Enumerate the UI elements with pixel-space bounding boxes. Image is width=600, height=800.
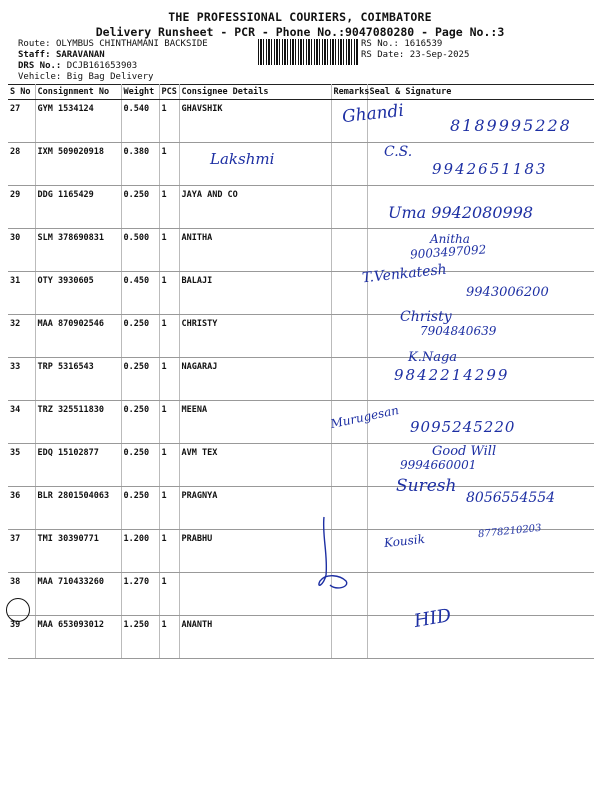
cell-sno: 36 (8, 487, 35, 530)
cell-weight: 1.270 (121, 573, 159, 616)
cell-consignment: TMI 30390771 (35, 530, 121, 573)
handwriting-sig36-c: Suresh (396, 476, 457, 496)
cell-signature (367, 616, 594, 659)
rs-no-line (361, 39, 442, 50)
cell-sno: 27 (8, 100, 35, 143)
cell-consignee: PRAGNYA (179, 487, 331, 530)
cell-consignment: OTY 3930605 (35, 272, 121, 315)
staff-line (18, 50, 105, 61)
cell-consignment: MAA 710433260 (35, 573, 121, 616)
table-row (8, 444, 594, 487)
staff-value: SARAVANAN (55, 50, 105, 60)
cell-pcs: 1 (159, 100, 179, 143)
circle-mark (6, 598, 30, 622)
route-label: Route: (18, 39, 51, 49)
cell-consignee: BALAJI (179, 272, 331, 315)
rs-no-value: 1616539 (404, 39, 443, 49)
cell-pcs: 1 (159, 358, 179, 401)
staff-label: Staff: (18, 50, 51, 60)
cell-weight: 0.250 (121, 358, 159, 401)
cell-consignee: CHRISTY (179, 315, 331, 358)
company-title: THE PROFESSIONAL COURIERS, COIMBATORE (168, 10, 432, 24)
cell-remarks (331, 186, 367, 229)
cell-pcs: 1 (159, 573, 179, 616)
route-value: OLYMBUS CHINTHAMANI BACKSIDE (55, 39, 208, 49)
handwriting-sig37-phone: 8778210203 (477, 522, 543, 541)
cell-consignment: SLM 378690831 (35, 229, 121, 272)
cell-consignment: TRZ 325511830 (35, 401, 121, 444)
handwriting-sig27-name: Ghandi (341, 100, 405, 128)
cell-pcs: 1 (159, 487, 179, 530)
cell-weight: 0.250 (121, 315, 159, 358)
cell-sno: 33 (8, 358, 35, 401)
cell-pcs: 1 (159, 315, 179, 358)
cell-remarks (331, 444, 367, 487)
handwriting-sig27-phone: 8189995228 (450, 116, 572, 135)
cell-sno: 30 (8, 229, 35, 272)
handwriting-sig33-phone: 9842214299 (394, 366, 510, 384)
cell-weight: 0.250 (121, 487, 159, 530)
cell-consignment: DDG 1165429 (35, 186, 121, 229)
col-signature: Seal & Signature (367, 85, 594, 100)
cell-consignee: JAYA AND CO (179, 186, 331, 229)
cell-weight: 0.540 (121, 100, 159, 143)
cell-remarks (331, 616, 367, 659)
cell-pcs: 1 (159, 229, 179, 272)
cell-weight: 0.250 (121, 444, 159, 487)
cell-consignment: EDQ 15102877 (35, 444, 121, 487)
handwriting-sig30-name: Anitha (430, 232, 470, 246)
drs-line (18, 61, 137, 72)
cell-sno: 37 (8, 530, 35, 573)
cell-consignment: MAA 870902546 (35, 315, 121, 358)
cell-pcs: 1 (159, 186, 179, 229)
vehicle-line (18, 72, 153, 83)
cell-weight: 0.250 (121, 401, 159, 444)
cell-remarks (331, 143, 367, 186)
cell-consignment: MAA 653093012 (35, 616, 121, 659)
cell-pcs: 1 (159, 616, 179, 659)
cell-consignment: IXM 509020918 (35, 143, 121, 186)
cell-consignee: NAGARAJ (179, 358, 331, 401)
handwriting-sig32-phone: 7904840639 (420, 324, 497, 338)
cell-pcs: 1 (159, 444, 179, 487)
route-line (18, 39, 208, 50)
cell-consignee (179, 573, 331, 616)
cell-consignee: AVM TEX (179, 444, 331, 487)
cell-sno: 39 (8, 616, 35, 659)
table-row (8, 315, 594, 358)
handwriting-sig39: HID (412, 604, 453, 633)
vehicle-value: Big Bag Delivery (66, 72, 154, 82)
signature-scribble (310, 515, 360, 593)
handwriting-sig31-phone: 9943006200 (466, 285, 549, 300)
col-consignment: Consignment No (35, 85, 121, 100)
table-row (8, 616, 594, 659)
handwriting-sig36-a: Good Will (432, 444, 497, 459)
handwriting-sig35-name: Murugesan (329, 402, 401, 432)
cell-consignee: ANANTH (179, 616, 331, 659)
col-remarks: Remarks (331, 85, 367, 100)
col-pcs: PCS (159, 85, 179, 100)
handwriting-sig31-name: T.Venkatesh (361, 261, 448, 287)
handwriting-sig35-phone: 9095245220 (410, 418, 516, 436)
col-consignee: Consignee Details (179, 85, 331, 100)
cell-remarks (331, 229, 367, 272)
cell-consignment: BLR 2801504063 (35, 487, 121, 530)
handwriting-sig28-phone: 9942651183 (432, 160, 548, 178)
cell-consignment: GYM 1534124 (35, 100, 121, 143)
cell-pcs: 1 (159, 401, 179, 444)
cell-sno: 31 (8, 272, 35, 315)
vehicle-label: Vehicle: (18, 72, 62, 82)
rs-date-value: 23-Sep-2025 (409, 50, 470, 60)
handwriting-sig28-name: Lakshmi (210, 150, 275, 168)
cell-sno: 38 (8, 573, 35, 616)
cell-sno: 29 (8, 186, 35, 229)
handwriting-sig29: Uma 9942080998 (388, 203, 534, 222)
handwriting-sig33-name: K.Naga (408, 350, 458, 365)
cell-signature (367, 573, 594, 616)
handwriting-sig30-phone: 9003497092 (409, 242, 487, 262)
runsheet-subtitle: Delivery Runsheet - PCR - Phone No.:9047080280 - Page No.:3 (95, 25, 505, 39)
rs-date-line (361, 50, 469, 61)
drs-label: DRS No.: (18, 61, 62, 71)
cell-consignee: ANITHA (179, 229, 331, 272)
handwriting-sig36-phone: 8056554554 (466, 490, 556, 506)
col-sno: S No (8, 85, 35, 100)
handwriting-sig28-sign: C.S. (384, 144, 413, 160)
cell-weight: 1.250 (121, 616, 159, 659)
cell-consignment: TRP 5316543 (35, 358, 121, 401)
cell-consignee: GHAVSHIK (179, 100, 331, 143)
cell-pcs: 1 (159, 143, 179, 186)
cell-sno: 32 (8, 315, 35, 358)
cell-consignee: MEENA (179, 401, 331, 444)
cell-consignee: PRABHU (179, 530, 331, 573)
handwriting-sig37-name: Kousik (383, 531, 426, 551)
table-header-row (8, 85, 594, 100)
rs-no-label: RS No.: (361, 39, 399, 49)
cell-sno: 35 (8, 444, 35, 487)
cell-weight: 0.500 (121, 229, 159, 272)
handwriting-sig36-b: 9994660001 (400, 458, 477, 472)
cell-sno: 34 (8, 401, 35, 444)
rs-date-label: RS Date: (361, 50, 405, 60)
cell-remarks (331, 358, 367, 401)
handwriting-sig32-name: Christy (400, 309, 452, 325)
drs-value: DCJB161653903 (66, 61, 138, 71)
cell-weight: 0.250 (121, 186, 159, 229)
cell-pcs: 1 (159, 530, 179, 573)
cell-pcs: 1 (159, 272, 179, 315)
table-row (8, 229, 594, 272)
cell-remarks (331, 315, 367, 358)
cell-weight: 0.450 (121, 272, 159, 315)
cell-weight: 0.380 (121, 143, 159, 186)
barcode (258, 39, 358, 65)
cell-weight: 1.200 (121, 530, 159, 573)
col-weight: Weight (121, 85, 159, 100)
cell-sno: 28 (8, 143, 35, 186)
table-row (8, 573, 594, 616)
